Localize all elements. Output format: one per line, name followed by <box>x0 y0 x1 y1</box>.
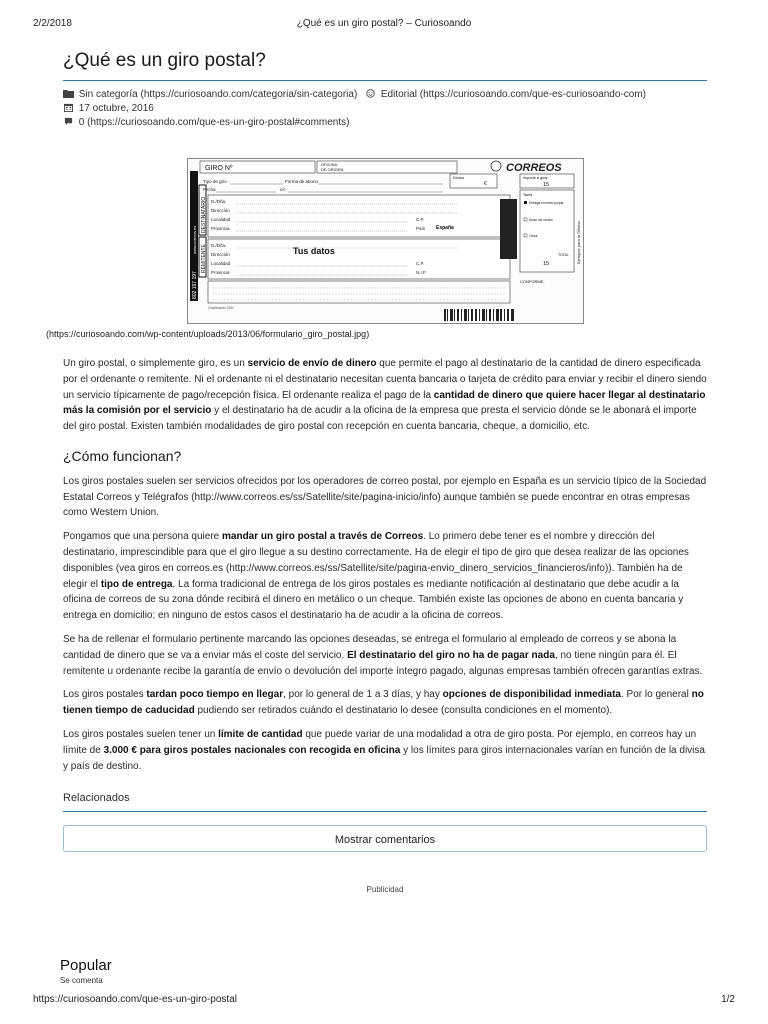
print-footer <box>33 994 735 1008</box>
paragraph-5: Los giros postales tardan poco tiempo en llegar, por lo general de 1 a 3 días, y hay opciones de disponibilidad inmediata. Por lo general no tienen tiempo de caducidad pudiendo ser retirados cuándo el destinatario lo desee (consulta condiciones en el momento). <box>63 689 704 717</box>
form-ejemplar: Ejemplar para la Oficina <box>576 221 581 264</box>
form-direccion-2: Dirección <box>211 252 230 257</box>
form-total-value: 15 <box>543 261 550 267</box>
form-fecha: Fecha <box>203 187 216 192</box>
form-cp-1: C.P. <box>416 217 425 222</box>
show-comments-button[interactable]: Mostrar comentarios <box>63 825 707 852</box>
form-remitente-label: REMITENTE <box>201 244 207 273</box>
form-footer-code: Clasificación 2002 <box>208 306 234 310</box>
form-tarifa: Tarifa <box>523 193 533 197</box>
form-aviso: Aviso de recibo <box>529 218 553 222</box>
print-document-title: ¿Qué es un giro postal? – Curiosoando <box>296 18 472 29</box>
meta-author[interactable] <box>365 89 646 100</box>
post-figure <box>46 158 707 339</box>
correos-logo: CORREOS <box>506 162 562 174</box>
form-espana: España <box>436 225 454 231</box>
form-cc: c/c <box>280 187 286 192</box>
form-forma-abono: Forma de abono <box>285 179 319 184</box>
print-footer-url: https://curiosoando.com/que-es-un-giro-postal <box>33 994 237 1005</box>
paragraph-1: Un giro postal, o simplemente giro, es un servicio de envío de dinero que permite el pago al destinatario de la cantidad de dinero especificada por el ordenante o remitente. Ni el ordenante ni el destinatario necesitan cuenta bancaria o tarjeta de crédito para enviar y recibir el dinero siendo un servicio típicamente de pago/recepción física. El ordenante realiza el pago de la cantidad de dinero que quiere hacer llegar al destinatario más la comisión por el servicio y el destinatario ha de acudir a la oficina de la empresa que presta el servicio dónde se le abonará el importe del giro postal. Existen también modalidades de giro postal con recepción en cuenta bancaria, cheque, a domicilio, etc. <box>63 358 707 433</box>
author-url: (https://curiosoando.com/que-es-curiosoando-com) <box>419 89 646 100</box>
form-conforme: CONFORME, <box>520 279 545 284</box>
giro-form-image[interactable] <box>187 158 584 324</box>
comments-count[interactable]: 0 <box>78 117 85 128</box>
article <box>46 50 707 895</box>
form-di-dlo-1: D./Dña. <box>211 199 227 204</box>
calendar-icon <box>63 103 74 112</box>
ad-label: Publicidad <box>366 885 404 895</box>
paragraph-2: Los giros postales suelen ser servicios ofrecidos por los operadores de correo postal, por ejemplo en España es un servicio típico de la Sociedad Estatal Correos y Telégrafos (http://www.correos.es/ss/Satellite/site/pagina-inicio/info) aunque también se puede encontrar en otras empresas como Western Union. <box>63 475 707 519</box>
category-url: (https://curiosoando.com/categoria/sin-categoria) <box>140 89 358 100</box>
form-direccion-1: Dirección <box>211 208 230 213</box>
comment-icon <box>63 117 74 126</box>
popular-heading: Popular <box>60 957 112 974</box>
meta-category[interactable] <box>63 89 360 100</box>
paragraph-6: Los giros postales suelen tener un límite de cantidad que puede variar de una modalidad a otra de giro posta. Por ejemplo, en correos hay un límite de 3.000 € para giros postales nacionales con recogida en oficina y los límites para giros internacionales varían en función de la divisa y país de destino. <box>63 728 705 772</box>
print-date: 2/2/2018 <box>33 18 72 29</box>
meta-date <box>63 103 154 114</box>
form-pais-1: País <box>416 226 426 231</box>
meta-comments[interactable] <box>63 117 349 128</box>
form-divisa: Divisa <box>453 175 464 180</box>
smile-icon <box>365 89 376 98</box>
paragraph-3: Pongamos que una persona quiere mandar un giro postal a través de Correos. Lo primero debe tener es el nombre y dirección del destinatario, imprescindible para que el giro llegue a su destino correctamente. Ha de elegir el tipo de giro que desea realizar de las opciones disponibles (vea giros en correos.es (http://www.correos.es/ss/Satellite/site/pagina-envio_dinero_servicios_financieros/info)). También ha de elegir el tipo de entrega. La forma tradicional de entrega de los giros postales es mediante notificación al destinatario que debe acudir a la oficina de correos de su zona dónde recibirá el dinero en metálico o un cheque. También existe las opciones de abono en cuenta bancaria y entrega en domicilio; en ninguno de estos casos el destinatario ha de acudir a la oficina de correos. <box>63 531 689 622</box>
section-heading: ¿Cómo funcionan? <box>63 447 182 464</box>
form-cp-2: C.P. <box>416 261 425 266</box>
comments-url: (https://curiosoando.com/que-es-un-giro-postal#comments) <box>87 117 350 128</box>
form-provincia-2: Provincia <box>211 270 230 275</box>
popular-section <box>60 957 112 985</box>
form-otros: Otros <box>529 234 538 238</box>
form-importe: Importe a girar <box>523 176 548 180</box>
image-caption[interactable]: (https://curiosoando.com/wp-content/uploads/2013/06/formulario_giro_postal.jpg) <box>46 329 370 339</box>
form-localidad-2: Localidad <box>211 261 231 266</box>
form-entrega: Entrega en mano propia <box>529 201 564 205</box>
form-destinatario-label: DESTINATARIO <box>201 196 207 233</box>
paragraph-4: Se ha de rellenar el formulario pertinente marcando las opciones deseadas, se entrega el formulario al empleado de correos y se abona la cantidad de dinero que se va a enviar más el coste del servicio. El destinatario del giro no ha de pagar nada, no tiene ningún para él. El remitente u ordenante recibe la garantía de envío o devolución del importe íntegro pagado, algunas empresas también ofrecen garantías extras. <box>63 633 703 677</box>
related-heading: Relacionados <box>63 792 707 812</box>
form-nif: N.I.F. <box>416 270 427 275</box>
folder-icon <box>63 89 74 98</box>
form-side-url: www.correos.es <box>192 225 197 254</box>
post-date: 17 octubre, 2016 <box>78 103 154 114</box>
post-meta <box>63 88 707 130</box>
form-giro-no: GIRO Nº <box>205 165 233 172</box>
form-oficina: OFICINA <box>321 162 338 167</box>
print-page-number: 1/2 <box>721 994 735 1005</box>
print-header <box>33 18 735 32</box>
author-link[interactable]: Editorial <box>380 89 417 100</box>
post-body <box>63 356 707 774</box>
form-side-code: 802 197 197 <box>192 271 198 299</box>
page-title: ¿Qué es un giro postal? <box>63 50 707 81</box>
category-link[interactable]: Sin categoría <box>78 89 138 100</box>
form-provincia-1: Provincia <box>211 226 230 231</box>
form-tus-datos: Tus datos <box>293 246 335 256</box>
form-euro: € <box>484 181 487 187</box>
popular-tab-commented[interactable]: Se comenta <box>60 976 103 985</box>
form-di-dlo-2: D./Dña. <box>211 243 227 248</box>
form-importe-value: 15 <box>543 182 550 188</box>
form-total: TOTAL <box>558 253 569 257</box>
form-tipo-giro: Tipo de giro <box>203 179 227 184</box>
form-localidad-1: Localidad <box>211 217 231 222</box>
form-de-origen: DE ORIGEN <box>321 167 344 172</box>
